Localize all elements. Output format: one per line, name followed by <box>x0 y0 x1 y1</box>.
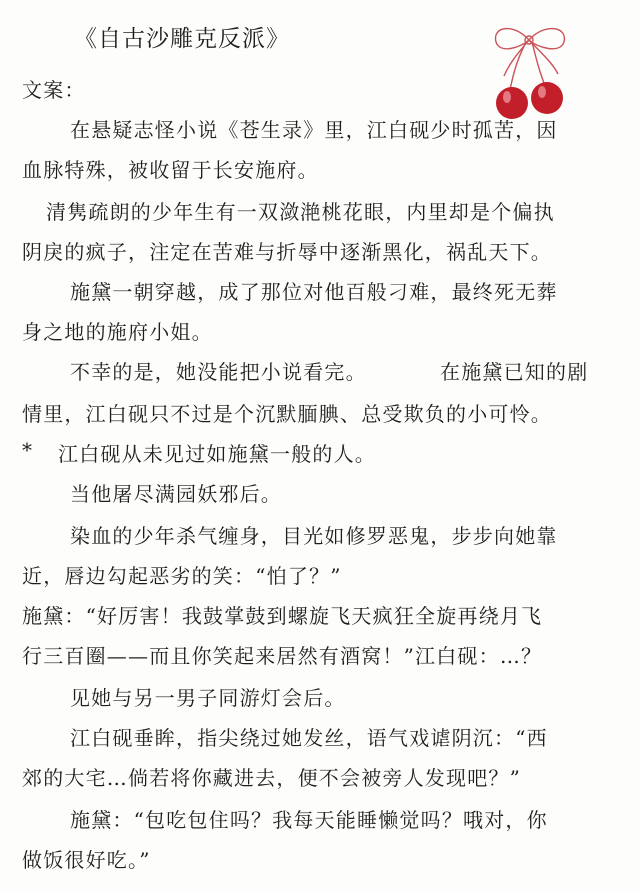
book-title: 《自古沙雕克反派》 <box>74 26 290 52</box>
text-line: 血脉特殊，被收留于长安施府。 <box>22 158 319 182</box>
text-line: 行三百圈——而且你笑起来居然有酒窝！”江白砚：…？ <box>22 644 543 668</box>
text-line: 江白砚从未见过如施黛一般的人。 <box>58 442 376 466</box>
text-line: 近，唇边勾起恶劣的笑：“怕了？” <box>22 564 342 588</box>
text-line: 染血的少年杀气缠身，目光如修罗恶鬼，步步向她靠 <box>70 524 558 548</box>
text-line: 阴戾的疯子，注定在苦难与折辱中逐渐黑化，祸乱天下。 <box>22 240 552 264</box>
text-line: 清隽疏朗的少年生有一双潋滟桃花眼，内里却是个偏执 <box>46 200 555 224</box>
separator-asterisk: * <box>22 438 34 462</box>
text-line: 施黛：“包吃包住吗？我每天能睡懒觉吗？哦对，你 <box>70 808 548 832</box>
text-line: 做饭很好吃。” <box>22 848 151 872</box>
text-line: 当他屠尽满园妖邪后。 <box>70 482 282 506</box>
text-line: 在施黛已知的剧 <box>440 360 589 384</box>
synopsis-label: 文案： <box>22 78 86 102</box>
text-line: 江白砚垂眸，指尖绕过她发丝，语气戏谑阴沉：“西 <box>70 726 548 750</box>
text-line: 身之地的施府小姐。 <box>22 320 213 344</box>
text-line: 见她与另一男子同游灯会后。 <box>70 686 346 710</box>
text-line: 情里，江白砚只不过是个沉默腼腆、总受欺负的小可怜。 <box>22 402 552 426</box>
text-line: 郊的大宅…倘若将你藏进去，便不会被旁人发现吧？” <box>22 766 522 790</box>
text-line: 施黛：“好厉害！我鼓掌鼓到螺旋飞天疯狂全旋再绕月飞 <box>22 604 543 628</box>
text-line: 在悬疑志怪小说《苍生录》里，江白砚少时孤苦，因 <box>70 118 558 142</box>
text-line: 施黛一朝穿越，成了那位对他百般刁难，最终死无葬 <box>70 280 558 304</box>
text-line: 不幸的是，她没能把小说看完。 <box>70 360 367 384</box>
